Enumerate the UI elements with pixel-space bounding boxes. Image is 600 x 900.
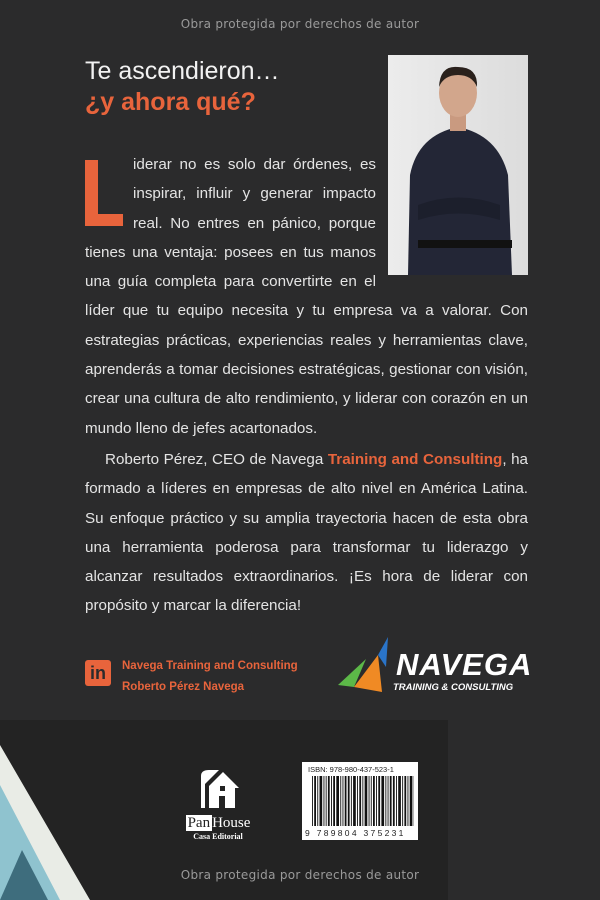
back-cover-text <box>85 150 528 621</box>
barcode-bar <box>408 776 409 826</box>
author-photo <box>388 55 528 275</box>
barcode-bar <box>398 776 401 826</box>
barcode-bar <box>314 776 316 826</box>
barcode-bar <box>388 776 389 826</box>
watermark-top: Obra protegida por derechos de autor <box>180 17 420 31</box>
barcode-bar <box>357 776 358 826</box>
barcode-bar <box>410 776 413 826</box>
barcode-bar <box>333 776 335 826</box>
barcode-bar <box>320 776 323 826</box>
company-highlight: Training and Consulting <box>327 450 503 468</box>
barcode-bar <box>393 776 395 826</box>
barcode-bar <box>381 776 384 826</box>
paragraph-intro: iderar no es solo dar órdenes, es inspirar, influir y generar impacto real. No entres en pánico, porque tienes una ventaja: posees en tus manos una guía completa para convertirte en el líder que tu equipo necesita y tu empresa va a valorar. Con estrategias prácticas, experiencias reales y herramientas clave, aprenderás a tomar decisiones estratégicas, gestionar con visión, crear una cultura de alto rendimiento, y liderar con corazón en un mundo lleno de jefes acartonados. <box>85 156 528 437</box>
barcode-bar <box>404 776 406 826</box>
paragraph-author: Roberto Pérez, CEO de Navega Training and Consulting, ha formado a líderes en empresas de alto nivel en América Latina. Su enfoque práctico y su amplia trayectoria hacen de esta obra una herramienta poderosa para transformar tu liderazgo y alcanzar resultados extraordinarios. ¡Es hora de liderar con propósito y marcar la diferencia! <box>85 450 528 615</box>
barcode-bars <box>312 776 414 826</box>
barcode-bar <box>343 776 344 826</box>
social-link-company: Navega Training and Consulting <box>122 660 298 672</box>
barcode-bar <box>312 776 313 826</box>
linkedin-icon: in <box>85 660 111 686</box>
headline-line1: Te ascendieron… <box>85 57 280 85</box>
barcode-bar <box>362 776 363 826</box>
barcode-bar <box>345 776 347 826</box>
isbn-barcode: ISBN: 978-980-437-523-1 9 789804 375231 <box>302 762 418 840</box>
barcode-bar <box>348 776 350 826</box>
barcode-bar <box>326 776 327 826</box>
barcode-bar <box>336 776 339 826</box>
barcode-bar <box>359 776 361 826</box>
house-icon <box>195 768 241 808</box>
navega-logo: NAVEGA TRAINING & CONSULTING <box>336 637 536 697</box>
social-link-author: Roberto Pérez Navega <box>122 681 245 693</box>
drop-cap <box>85 160 123 226</box>
publisher-logo: Pan House Casa Editorial <box>178 768 258 841</box>
barcode-bar <box>385 776 386 826</box>
barcode-bar <box>340 776 341 826</box>
barcode-bar <box>331 776 332 826</box>
headline-question: ¿y ahora qué? <box>85 88 256 116</box>
barcode-bar <box>324 776 325 826</box>
barcode-bar <box>328 776 330 826</box>
headline <box>85 56 280 118</box>
social-links <box>122 656 298 698</box>
barcode-bar <box>373 776 375 826</box>
barcode-bar <box>365 776 368 826</box>
watermark-bottom: Obra protegida por derechos de autor <box>180 868 420 882</box>
barcode-bar <box>351 776 352 826</box>
barcode-bar <box>376 776 377 826</box>
barcode-bar <box>396 776 397 826</box>
barcode-bar <box>369 776 370 826</box>
barcode-bar <box>371 776 372 826</box>
barcode-bar <box>390 776 392 826</box>
barcode-bar <box>353 776 356 826</box>
barcode-bar <box>378 776 380 826</box>
barcode-bar <box>317 776 318 826</box>
barcode-bar <box>402 776 403 826</box>
navega-sail-icon <box>336 637 396 697</box>
